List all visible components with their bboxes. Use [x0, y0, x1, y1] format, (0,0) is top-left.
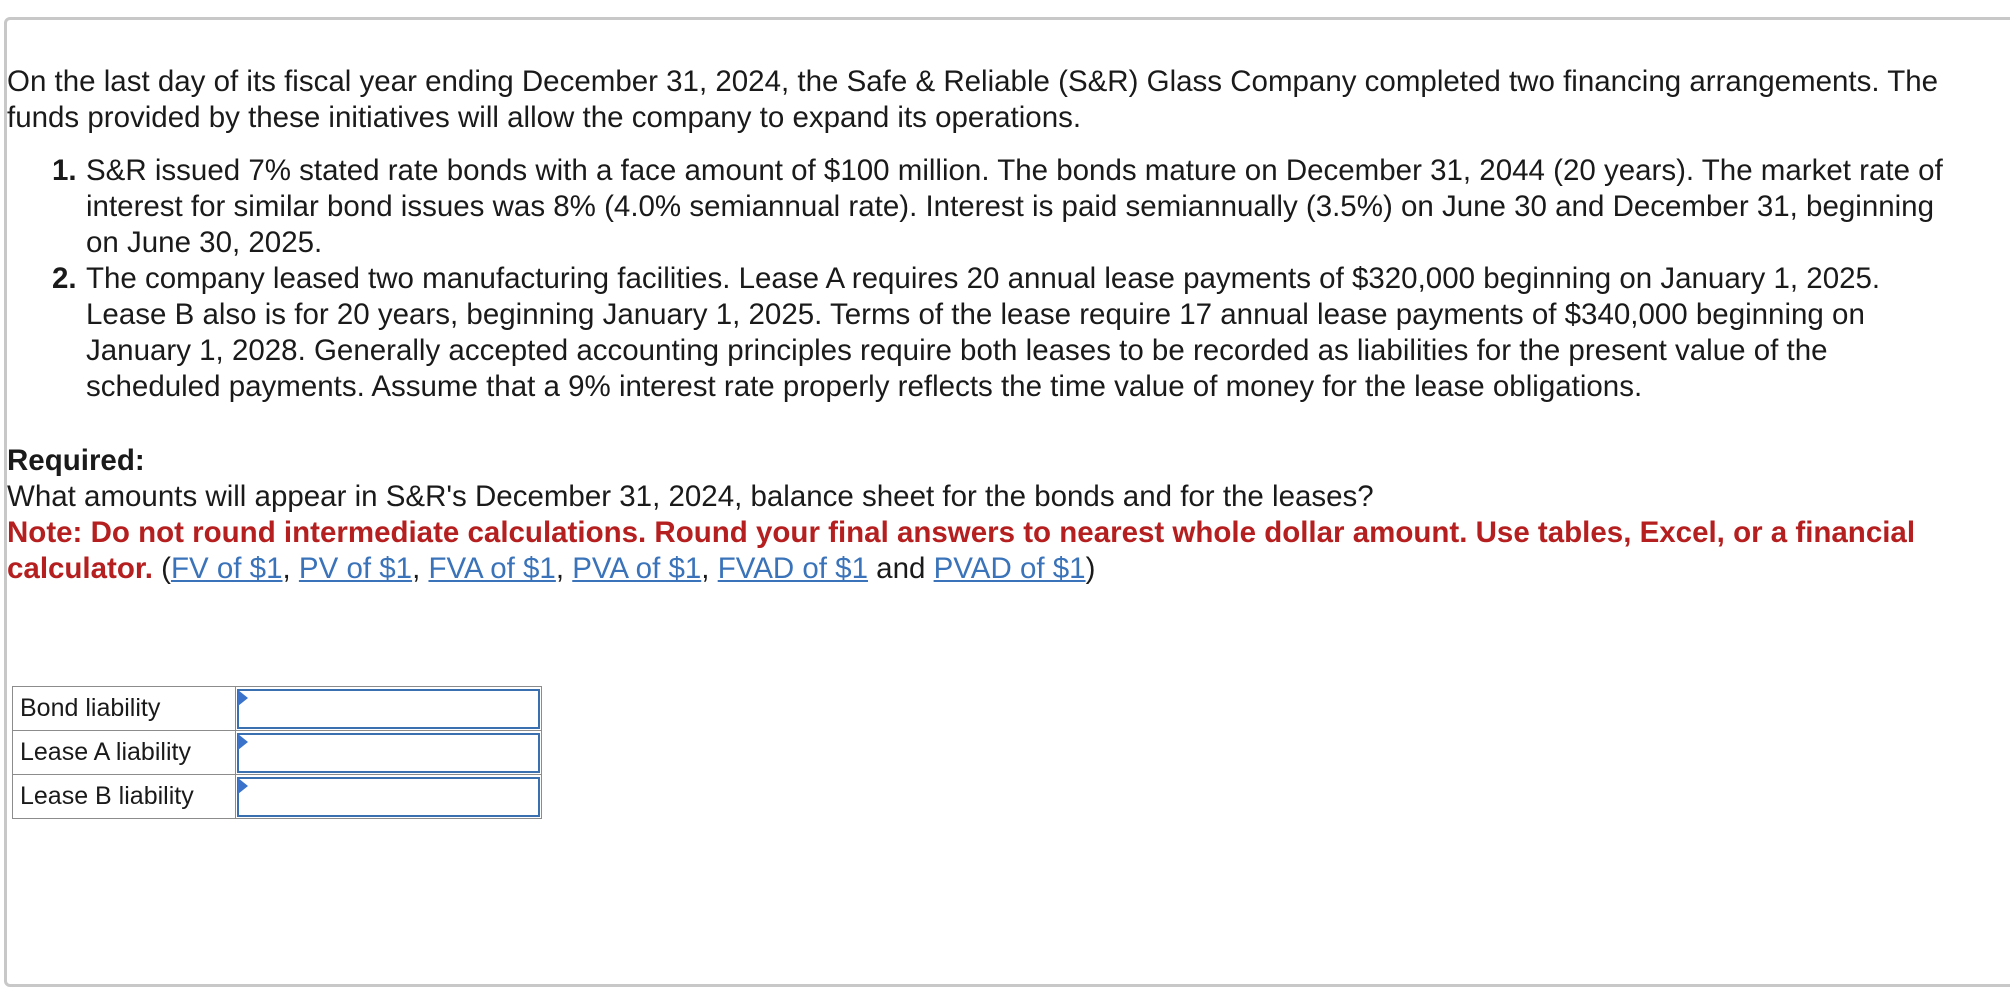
intro-text: On the last day of its fiscal year ending December 31, 2024, the Safe & Reliable (S&R) Glass Company completed two financing arrangements. The funds provided by these initiatives will allow the company to expand its operations.	[7, 65, 1939, 134]
lease-a-liability-label: Lease A liability	[13, 731, 236, 775]
answer-table	[12, 686, 542, 819]
item-text: S&R issued 7% stated rate bonds with a face amount of $100 million. The bonds mature on December 31, 2044 (20 years). The market rate of interest for similar bond issues was 8% (4.0% semiannual rate). Interest is paid semiannually (3.5%) on June 30 and December 31, beginning on June 30, 2025.	[86, 154, 1943, 259]
lease-b-liability-input-box	[237, 777, 540, 817]
question-content	[7, 64, 1967, 587]
table-row	[13, 687, 542, 731]
lease-a-liability-input-box	[237, 733, 540, 773]
lease-b-liability-input[interactable]	[239, 779, 538, 815]
list-item	[52, 261, 1967, 405]
fv-of-1-link[interactable]: FV of $1	[170, 552, 283, 585]
table-row	[13, 731, 542, 775]
required-heading: Required:	[7, 444, 145, 477]
input-marker-icon	[238, 734, 248, 750]
item-number: 1.	[52, 154, 77, 187]
table-links: (FV of $1, PV of $1, FVA of $1, PVA of $1, FVAD of $1 and PVAD of $1)	[152, 552, 1096, 585]
fva-of-1-link[interactable]: FVA of $1	[428, 552, 556, 585]
required-question: What amounts will appear in S&R's December 31, 2024, balance sheet for the bonds and for the leases?	[7, 480, 1374, 513]
table-row	[13, 775, 542, 819]
fvad-of-1-link[interactable]: FVAD of $1	[717, 552, 868, 585]
item-text: The company leased two manufacturing facilities. Lease A requires 20 annual lease payments of $320,000 beginning on January 1, 2025. Lease B also is for 20 years, beginning January 1, 2025. Terms of the lease require 17 annual lease payments of $340,000 beginning on January 1, 2028. Generally accepted accounting principles require both leases to be recorded as liabilities for the present value of the scheduled payments. Assume that a 9% interest rate properly reflects the time value of money for the lease obligations.	[86, 262, 1881, 403]
bond-liability-cell	[236, 687, 542, 731]
pv-of-1-link[interactable]: PV of $1	[298, 552, 413, 585]
lease-a-liability-cell	[236, 731, 542, 775]
input-marker-icon	[238, 690, 248, 706]
input-marker-icon	[238, 778, 248, 794]
required-section	[7, 443, 1967, 587]
item-list	[7, 153, 1967, 405]
rounding-note: Note: Do not round intermediate calculations. Round your final answers to nearest whole dollar amount. Use tables, Excel, or a financial calculator.	[7, 516, 1916, 585]
item-number: 2.	[52, 262, 77, 295]
bond-liability-input[interactable]	[239, 691, 538, 727]
lease-b-liability-cell	[236, 775, 542, 819]
intro-paragraph	[7, 64, 1967, 136]
list-item	[52, 153, 1967, 261]
instructions-line	[7, 515, 1967, 587]
bond-liability-input-box	[237, 689, 540, 729]
lease-b-liability-label: Lease B liability	[13, 775, 236, 819]
lease-a-liability-input[interactable]	[239, 735, 538, 771]
pvad-of-1-link[interactable]: PVAD of $1	[933, 552, 1086, 585]
pva-of-1-link[interactable]: PVA of $1	[572, 552, 702, 585]
bond-liability-label: Bond liability	[13, 687, 236, 731]
